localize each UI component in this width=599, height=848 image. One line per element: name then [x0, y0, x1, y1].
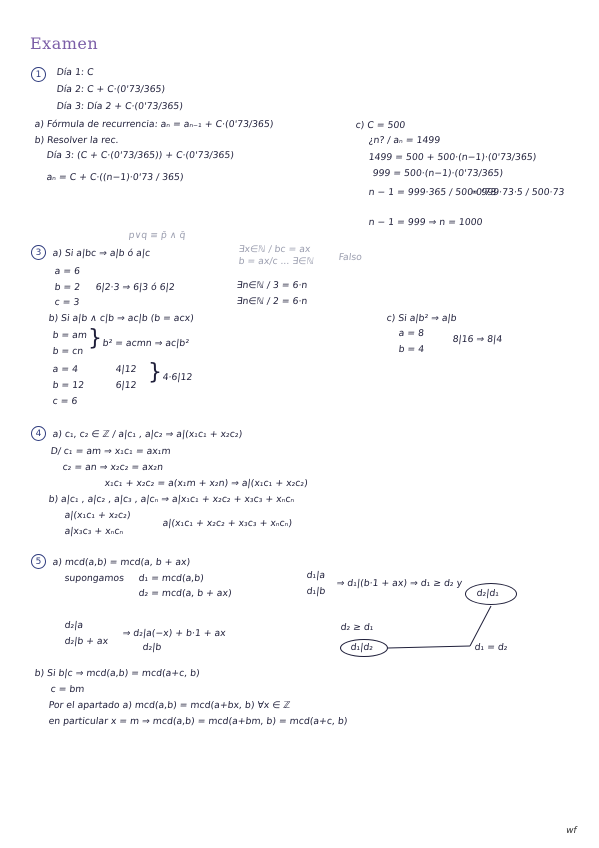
p5-line: supongamos: [64, 573, 125, 584]
p5-line: ⇒ d₂|a(−x) + b·1 + ax: [122, 628, 227, 639]
p4-line: c₂ = an ⇒ x₂c₂ = ax₂n: [62, 462, 164, 473]
p3-line: a = 4: [52, 364, 79, 375]
p5-line: d₁ = mcd(a,b): [138, 573, 205, 584]
p4-line: a|x₃c₃ + xₙcₙ: [64, 526, 124, 537]
p3-line: a = 8: [398, 328, 425, 339]
p4-line: D/ c₁ = am ⇒ x₁c₁ = ax₁m: [50, 446, 172, 457]
p5-line: Por el apartado a) mcd(a,b) = mcd(a+bx, b) ∀x ∈ ℤ: [48, 700, 291, 711]
p1-line: Día 2: C + C·(0'73/365): [56, 84, 166, 95]
p3-note: Falso: [338, 252, 363, 263]
p1-line: = 999·73·5 / 500·73: [470, 187, 565, 198]
p5-line: d₂|b: [142, 642, 162, 653]
p3-line: 4·6|12: [162, 372, 193, 383]
p3-note: b = ax/c ... ∃∈ℕ: [238, 256, 315, 267]
p3-line: b = am: [52, 330, 88, 341]
p3-line: c = 3: [54, 297, 80, 308]
p3-line: b = 2: [54, 282, 81, 293]
p3-line: 8|16 ⇒ 8|4: [452, 334, 503, 345]
p3-line: c) Si a|b² ⇒ a|b: [386, 313, 458, 324]
p3-note: p∨q ≡ p̄ ∧ q̄: [128, 230, 186, 241]
p3-line: 4|12: [115, 364, 138, 375]
p5-line: d₂ = mcd(a, b + ax): [138, 588, 233, 599]
p4-line: a|(x₁c₁ + x₂c₂ + x₃c₃ + xₙcₙ): [162, 518, 293, 529]
p5-line: d₂ ≥ d₁: [340, 622, 375, 633]
p5-line: d₁ = d₂: [474, 642, 509, 653]
p1-line: n − 1 = 999 ⇒ n = 1000: [368, 217, 484, 228]
p5-line: d₁|a: [306, 570, 326, 581]
p3-line: b = 4: [398, 344, 425, 355]
p1-line: 999 = 500·(n−1)·(0'73/365): [372, 168, 504, 179]
p5-line: d₂|a: [64, 620, 84, 631]
p1-line: Día 3: Día 2 + C·(0'73/365): [56, 101, 184, 112]
p1-line: b) Resolver la rec.: [34, 135, 120, 146]
p4-line: b) a|c₁ , a|c₂ , a|c₃ , a|cₙ ⇒ a|x₁c₁ + x₂c₂ + x₃c₃ + xₙcₙ: [48, 494, 295, 505]
p1-line: ¿n? / aₙ = 1499: [368, 135, 441, 146]
p1-line: a) Fórmula de recurrencia: aₙ = aₙ₋₁ + C·(0'73/365): [34, 119, 274, 130]
p5-line: c = bm: [50, 684, 85, 695]
p1-line: c) C = 500: [355, 120, 406, 131]
p3-line: c = 6: [52, 396, 78, 407]
p3-line: b) Si a|b ∧ c|b ⇒ ac|b (b = acx): [48, 313, 195, 324]
p5-line: en particular x = m ⇒ mcd(a,b) = mcd(a+bm, b) = mcd(a+c, b): [48, 716, 348, 727]
p1-line: n − 1 = 999·365 / 500·0'73: [368, 187, 497, 198]
page-title: Examen: [30, 34, 99, 53]
p5-line: ⇒ d₁|(b·1 + ax) ⇒ d₁ ≥ d₂ y: [336, 578, 463, 589]
problem-number-3: 3: [31, 245, 46, 260]
p5-line: b) Si b|c ⇒ mcd(a,b) = mcd(a+c, b): [34, 668, 201, 679]
p1-line: aₙ = C + C·((n−1)·0'73 / 365): [46, 172, 185, 183]
problem-number-4: 4: [31, 426, 46, 441]
p3-line: b = cn: [52, 346, 84, 357]
p5-line: a) mcd(a,b) = mcd(a, b + ax): [52, 557, 191, 568]
p3-line: 6|2·3 ⇒ 6|3 ó 6|2: [95, 282, 176, 293]
p5-line: d₂|b + ax: [64, 636, 109, 647]
p3-line: b = 12: [52, 380, 85, 391]
p5-line: d₁|d₂: [350, 642, 374, 653]
problem-number-1: 1: [31, 67, 46, 82]
p1-line: Día 1: C: [56, 67, 95, 78]
p3-line: 6|12: [115, 380, 138, 391]
p3-line: a) Si a|bc ⇒ a|b ó a|c: [52, 248, 151, 259]
p3-line: ∃n∈ℕ / 3 = 6·n: [236, 280, 308, 291]
p1-line: Día 3: (C + C·(0'73/365)) + C·(0'73/365): [46, 150, 235, 161]
problem-number-5: 5: [31, 554, 46, 569]
p4-line: a) c₁, c₂ ∈ ℤ / a|c₁ , a|c₂ ⇒ a|(x₁c₁ + x₂c₂): [52, 429, 243, 440]
p3-line: ∃n∈ℕ / 2 = 6·n: [236, 296, 308, 307]
brace-icon: }: [148, 360, 162, 385]
p5-line: d₁|b: [306, 586, 326, 597]
p4-line: a|(x₁c₁ + x₂c₂): [64, 510, 132, 521]
p3-note: ∃x∈ℕ / bc = ax: [238, 244, 312, 255]
p3-line: b² = acmn ⇒ ac|b²: [102, 338, 190, 349]
brace-icon: }: [88, 326, 102, 351]
signature: wf: [565, 826, 578, 836]
p5-line: d₂|d₁: [476, 588, 500, 599]
p4-line: x₁c₁ + x₂c₂ = a(x₁m + x₂n) ⇒ a|(x₁c₁ + x₂c₂): [104, 478, 309, 489]
p3-line: a = 6: [54, 266, 81, 277]
p1-line: 1499 = 500 + 500·(n−1)·(0'73/365): [368, 152, 537, 163]
